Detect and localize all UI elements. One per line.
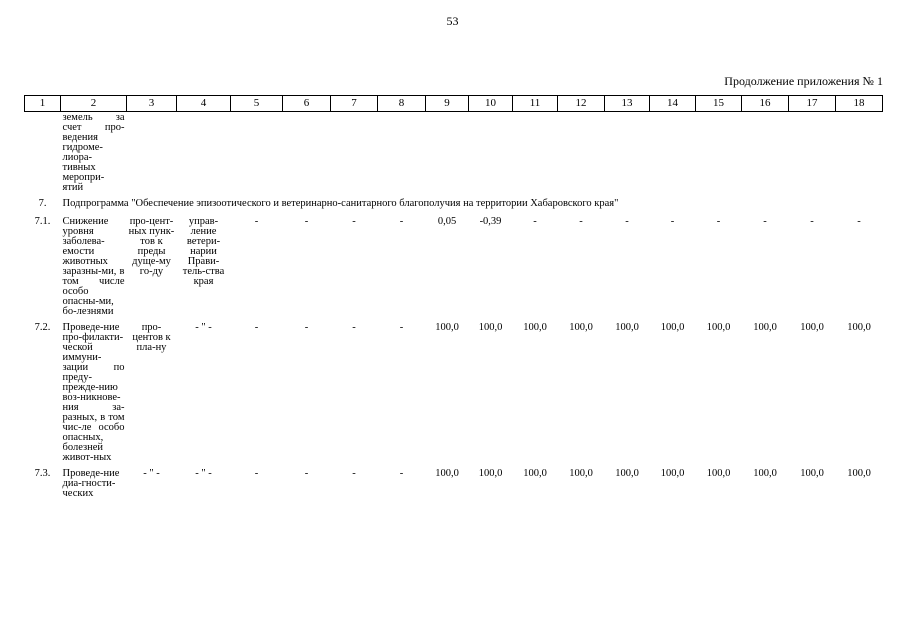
column-number: 15 [696,96,742,112]
value-cell: 100,0 [478,468,503,479]
value-cell: - [304,468,309,479]
row-number: 7.2. [34,322,51,333]
executor: управ-ление ветери-нарии Прави-тель-ства края [182,216,225,287]
subprogram-title: Подпрограмма "Обеспечение эпизоотического и ветеринарно-санитарного благополучия на территории Хабаровского края" [62,198,619,209]
value-cell: - [763,216,767,227]
row-number: 7.3. [34,468,51,479]
column-number: 5 [231,96,283,112]
value-cell: - [810,216,814,227]
table-row [25,211,883,317]
value-cell: - [399,468,404,479]
column-number: 8 [378,96,426,112]
carry-over-row [25,112,883,194]
value-cell: - [254,216,259,227]
value-cell: 100,0 [847,468,871,479]
page-number: 53 [446,14,459,28]
value-cell: - [352,216,356,227]
value-cell: 100,0 [847,322,871,333]
indicators-table [24,95,883,499]
unit-of-measure: про-цент-ных пунк-тов к преды дуще-му го-ду [128,216,175,277]
value-cell: -0,39 [479,216,502,227]
column-number: 18 [836,96,883,112]
value-cell: 100,0 [569,322,593,333]
continuation-note: Продолжение приложения № 1 [724,74,883,88]
column-number: 11 [513,96,558,112]
value-cell: 100,0 [435,322,459,333]
value-cell: 100,0 [523,468,547,479]
value-cell: 100,0 [660,322,685,333]
table-row [25,317,883,463]
column-number: 12 [558,96,605,112]
value-cell: - [399,216,404,227]
indicator-name: Снижение уровня заболева-емости животных заразны-ми, в том числе особо опасны-ми, бо-лезнями [62,216,125,317]
column-number: 1 [25,96,61,112]
value-cell: 100,0 [800,322,824,333]
table-row [25,463,883,499]
value-cell: 0,05 [437,216,457,227]
subprogram-row [25,193,883,211]
value-cell: 100,0 [615,468,639,479]
value-cell: 100,0 [523,322,547,333]
executor: - " - [195,468,212,479]
value-cell: - [304,322,309,333]
column-number: 9 [426,96,469,112]
value-cell: - [352,322,356,333]
column-number: 6 [283,96,331,112]
value-cell: 100,0 [800,468,824,479]
column-number: 7 [331,96,378,112]
unit-of-measure: про-центов к пла-ну [132,322,171,353]
value-cell: - [254,468,259,479]
value-cell: 100,0 [706,468,731,479]
column-number: 3 [127,96,177,112]
column-number: 4 [177,96,231,112]
value-cell: - [352,468,356,479]
value-cell: 100,0 [569,468,593,479]
column-number: 17 [789,96,836,112]
value-cell: 100,0 [660,468,685,479]
value-cell: 100,0 [753,468,777,479]
indicator-name: Проведе-ние про-филакти-ческой иммуни-зации по преду-прежде-нию воз-никнове-ния за-разных, в том чис-ле особо опасных, болезней живот-ных [62,322,125,463]
column-number-row [25,96,883,112]
column-number: 13 [605,96,650,112]
value-cell: - [716,216,721,227]
carry-over-indicator: земель за счет про-ведения гидроме-лиора-тивных меропри-ятий [62,112,125,193]
value-cell: - [579,216,583,227]
column-number: 14 [650,96,696,112]
unit-of-measure: - " - [143,468,160,479]
executor: - " - [195,322,212,333]
value-cell: - [254,322,259,333]
value-cell: - [399,322,404,333]
value-cell: 100,0 [435,468,459,479]
value-cell: 100,0 [753,322,777,333]
value-cell: - [533,216,537,227]
column-number: 16 [742,96,789,112]
value-cell: 100,0 [615,322,639,333]
indicator-name: Проведе-ние диа-гности-ческих [62,468,120,499]
value-cell: - [857,216,861,227]
row-number: 7.1. [34,216,51,227]
column-number: 10 [469,96,513,112]
value-cell: - [625,216,629,227]
value-cell: 100,0 [706,322,731,333]
subprogram-number: 7. [38,198,47,209]
value-cell: - [670,216,675,227]
column-number: 2 [61,96,127,112]
value-cell: 100,0 [478,322,503,333]
value-cell: - [304,216,309,227]
